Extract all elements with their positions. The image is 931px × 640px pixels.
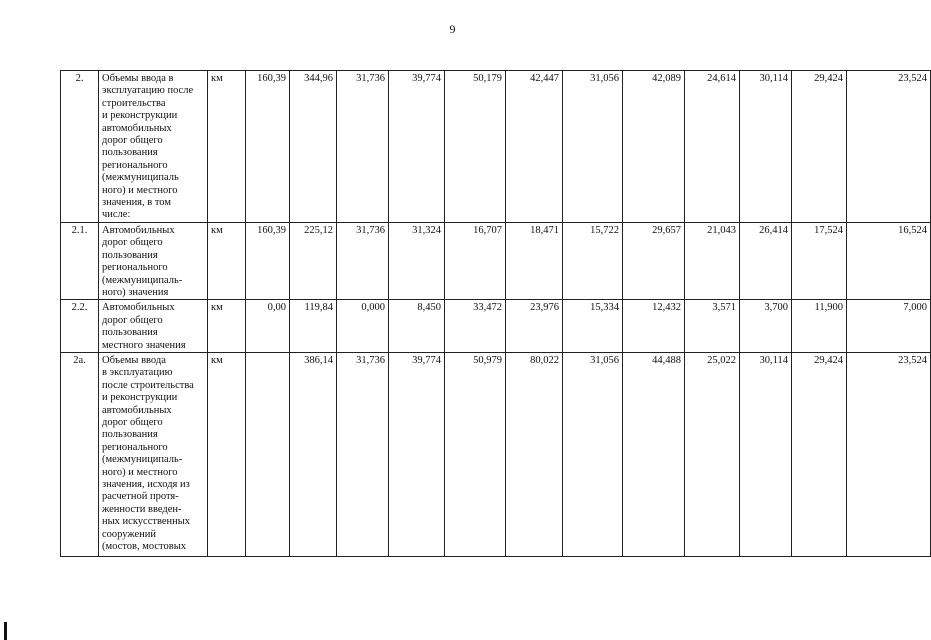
value-cell: 30,114 xyxy=(740,71,792,223)
value-cell: 386,14 xyxy=(290,352,337,556)
row-index: 2.2. xyxy=(61,300,99,353)
row-name xyxy=(99,71,208,223)
row-unit: км xyxy=(208,300,246,353)
row-unit: км xyxy=(208,352,246,556)
row-name-line: после строительства xyxy=(102,379,194,391)
value-cell: 119,84 xyxy=(290,300,337,353)
row-name-line: автомобильных xyxy=(102,404,172,416)
row-name-line: дорог общего xyxy=(102,416,163,428)
row-name-line: дорог общего xyxy=(102,237,163,249)
value-cell: 29,424 xyxy=(792,352,847,556)
value-cell: 31,056 xyxy=(563,352,623,556)
value-cell: 50,979 xyxy=(445,352,506,556)
value-cell: 23,524 xyxy=(847,352,931,556)
value-cell: 26,414 xyxy=(740,222,792,299)
value-cell: 11,900 xyxy=(792,300,847,353)
table-row xyxy=(61,222,931,299)
row-name-line: значения, исходя из xyxy=(102,479,190,490)
row-name-line: (межмуниципаль- xyxy=(102,274,183,286)
row-name-line: пользования xyxy=(102,327,158,339)
row-name-line: и реконструкции xyxy=(102,392,178,404)
value-cell: 21,043 xyxy=(685,222,740,299)
row-name-line: ного) и местного xyxy=(102,466,178,478)
value-cell: 31,324 xyxy=(389,222,445,299)
row-name-line: ных искусственных xyxy=(102,516,191,528)
row-name-line: (мостов, мостовых xyxy=(102,541,186,553)
row-name-line: регионального xyxy=(102,441,168,453)
value-cell: 7,000 xyxy=(847,300,931,353)
row-name-line: в эксплуатацию xyxy=(102,367,173,379)
row-name-line: расчетной протя- xyxy=(102,491,179,503)
value-cell: 33,472 xyxy=(445,300,506,353)
value-cell: 0,00 xyxy=(246,300,290,353)
value-cell: 344,96 xyxy=(290,71,337,223)
value-cell: 12,432 xyxy=(623,300,685,353)
row-name-line: строительства xyxy=(102,97,166,109)
row-name xyxy=(99,222,208,299)
row-name-line: Автомобильных xyxy=(102,224,175,236)
value-cell: 18,471 xyxy=(506,222,563,299)
value-cell: 29,657 xyxy=(623,222,685,299)
table-row xyxy=(61,71,931,223)
row-index: 2.1. xyxy=(61,222,99,299)
value-cell: 50,179 xyxy=(445,71,506,223)
value-cell: 31,736 xyxy=(337,71,389,223)
row-name-line: (межмуниципаль xyxy=(102,172,179,184)
value-cell: 23,976 xyxy=(506,300,563,353)
row-name-line: Объемы ввода xyxy=(102,354,166,366)
table-body xyxy=(61,71,931,557)
scan-edge-mark xyxy=(4,622,7,640)
value-cell: 225,12 xyxy=(290,222,337,299)
value-cell: 16,707 xyxy=(445,222,506,299)
data-table xyxy=(60,70,931,557)
value-cell: 44,488 xyxy=(623,352,685,556)
value-cell: 24,614 xyxy=(685,71,740,223)
row-name-line: и реконструкции xyxy=(102,110,178,122)
value-cell: 8,450 xyxy=(389,300,445,353)
row-name-line: регионального xyxy=(102,159,168,171)
value-cell: 25,022 xyxy=(685,352,740,556)
table-row xyxy=(61,300,931,353)
row-name-line: пользования xyxy=(102,429,158,441)
value-cell: 15,722 xyxy=(563,222,623,299)
value-cell: 3,700 xyxy=(740,300,792,353)
value-cell: 29,424 xyxy=(792,71,847,223)
row-unit: км xyxy=(208,71,246,223)
row-name-line: числе: xyxy=(102,209,131,221)
row-name xyxy=(99,352,208,556)
value-cell: 0,000 xyxy=(337,300,389,353)
row-index: 2а. xyxy=(61,352,99,556)
row-name-line: пользования xyxy=(102,147,158,159)
value-cell: 31,736 xyxy=(337,222,389,299)
row-name-line: сооружений xyxy=(102,528,157,540)
value-cell: 39,774 xyxy=(389,71,445,223)
page-number: 9 xyxy=(449,22,456,36)
row-name-line: значения, в том xyxy=(102,197,171,209)
row-name-line: (межмуниципаль- xyxy=(102,454,183,466)
table-row xyxy=(61,352,931,556)
value-cell: 39,774 xyxy=(389,352,445,556)
value-cell: 160,39 xyxy=(246,222,290,299)
value-cell: 42,447 xyxy=(506,71,563,223)
row-name-line: местного значения xyxy=(102,339,186,351)
row-name-line: ного) и местного xyxy=(102,184,178,196)
row-unit: км xyxy=(208,222,246,299)
value-cell: 42,089 xyxy=(623,71,685,223)
value-cell: 15,334 xyxy=(563,300,623,353)
row-name-line: регионального xyxy=(102,262,168,274)
value-cell: 80,022 xyxy=(506,352,563,556)
value-cell: 31,056 xyxy=(563,71,623,223)
value-cell: 3,571 xyxy=(685,300,740,353)
value-cell: 23,524 xyxy=(847,71,931,223)
value-cell: 160,39 xyxy=(246,71,290,223)
value-cell: 16,524 xyxy=(847,222,931,299)
value-cell: 31,736 xyxy=(337,352,389,556)
row-index: 2. xyxy=(61,71,99,223)
value-cell: 30,114 xyxy=(740,352,792,556)
row-name-line: дорог общего xyxy=(102,135,163,147)
row-name-line: Автомобильных xyxy=(102,302,175,314)
row-name xyxy=(99,300,208,353)
row-name-line: ного) значения xyxy=(102,286,169,298)
value-cell xyxy=(246,352,290,556)
row-name-line: эксплуатацию после xyxy=(102,85,194,97)
row-name-line: Объемы ввода в xyxy=(102,73,174,84)
row-name-line: женности введен- xyxy=(102,503,182,515)
row-name-line: пользования xyxy=(102,249,158,261)
row-name-line: автомобильных xyxy=(102,122,172,134)
row-name-line: дорог общего xyxy=(102,314,163,326)
value-cell: 17,524 xyxy=(792,222,847,299)
